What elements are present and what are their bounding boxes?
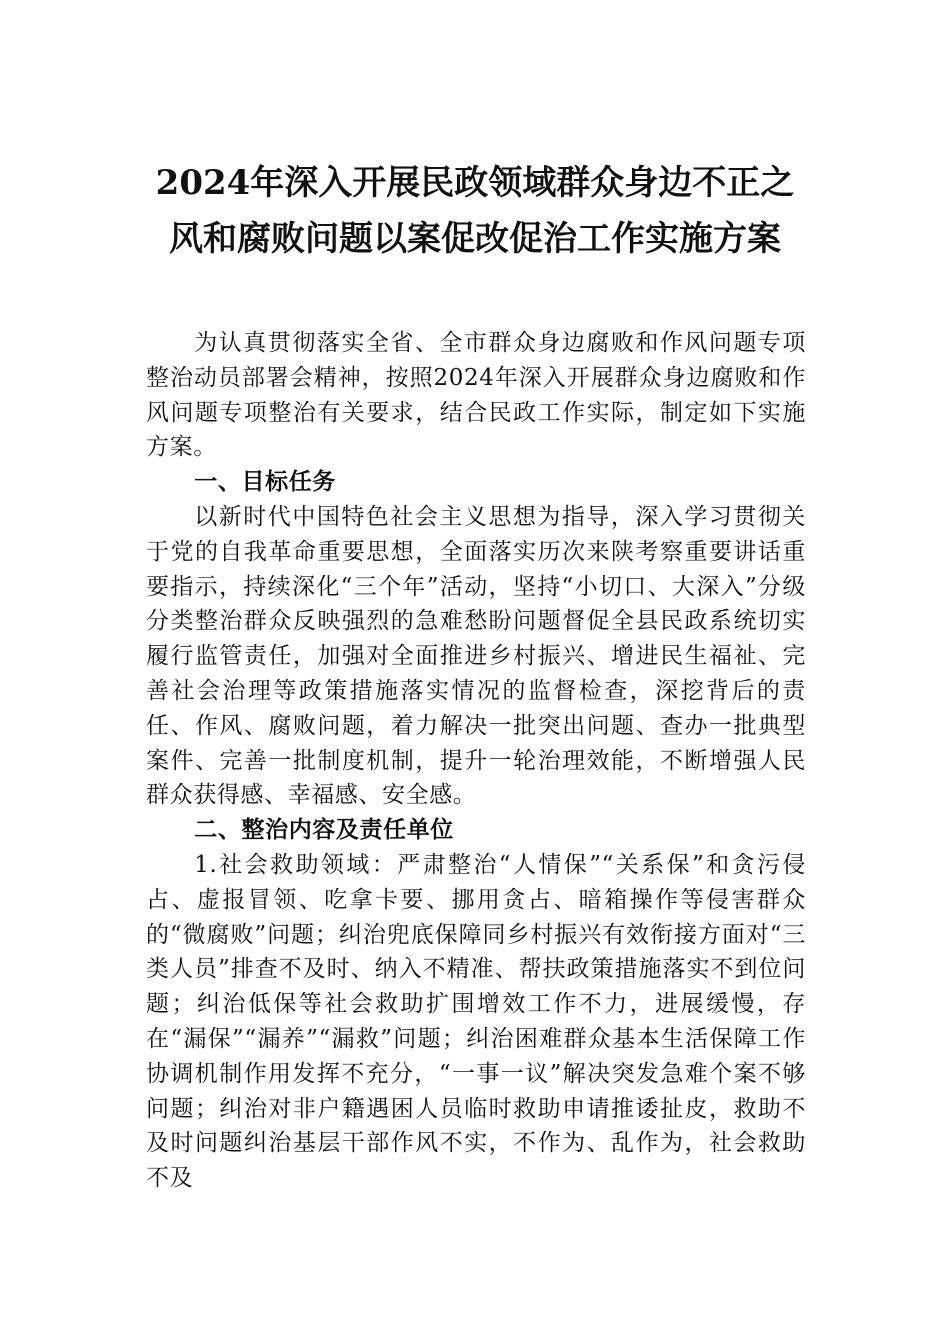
section-goals-paragraph: 以新时代中国特色社会主义思想为指导，深入学习贯彻关于党的自我革命重要思想，全面落实历次来陕考察重要讲话重要指示，持续深化“三个年”活动，坚持“小切口、大深入”分级分类整治群众反映强烈的急难愁盼问题督促全县民政系统切实履行监管责任，加强对全面推进乡村振兴、增进民生福祉、完善社会治理等政策措施落实情况的监督检查，深挖背后的责任、作风、腐败问题，着力解决一批突出问题、查办一批典型案件、完善一批制度机制，提升一轮治理效能，不断增强人民群众获得感、幸福感、安全感。 xyxy=(146,503,806,809)
section-content-item-1: 1.社会救助领域：严肃整治“人情保”“关系保”和贪污侵占、虚报冒领、吃拿卡要、挪用贪占、暗箱操作等侵害群众的“微腐败”问题；纠治兜底保障同乡村振兴有效衔接方面对“三类人员”排查不及时、纳入不精准、帮扶政策措施落实不到位问题；纠治低保等社会救助扩围增效工作不力，进展缓慢，存在“漏保”“漏养”“漏救”问题；纠治困难群众基本生活保障工作协调机制作用发挥不充分，“一事一议”解决突发急难个案不够问题；纠治对非户籍遇困人员临时救助申请推诿扯皮，救助不及时问题纠治基层干部作风不实，不作为、乱作为，社会救助不及 xyxy=(146,851,806,1192)
title-line-1: 2024年深入开展民政领域群众身边不正之 xyxy=(155,163,795,203)
document-title xyxy=(140,155,810,267)
section-heading-goals: 一、目标任务 xyxy=(194,469,336,496)
document-body xyxy=(146,326,806,1196)
section-heading-content: 二、整治内容及责任单位 xyxy=(194,817,454,844)
intro-paragraph: 为认真贯彻落实全省、全市群众身边腐败和作风问题专项整治动员部署会精神，按照2024年深入开展群众身边腐败和作风问题专项整治有关要求，结合民政工作实际，制定如下实施方案。 xyxy=(146,330,806,461)
title-line-2: 风和腐败问题以案促改促治工作实施方案 xyxy=(169,219,781,259)
